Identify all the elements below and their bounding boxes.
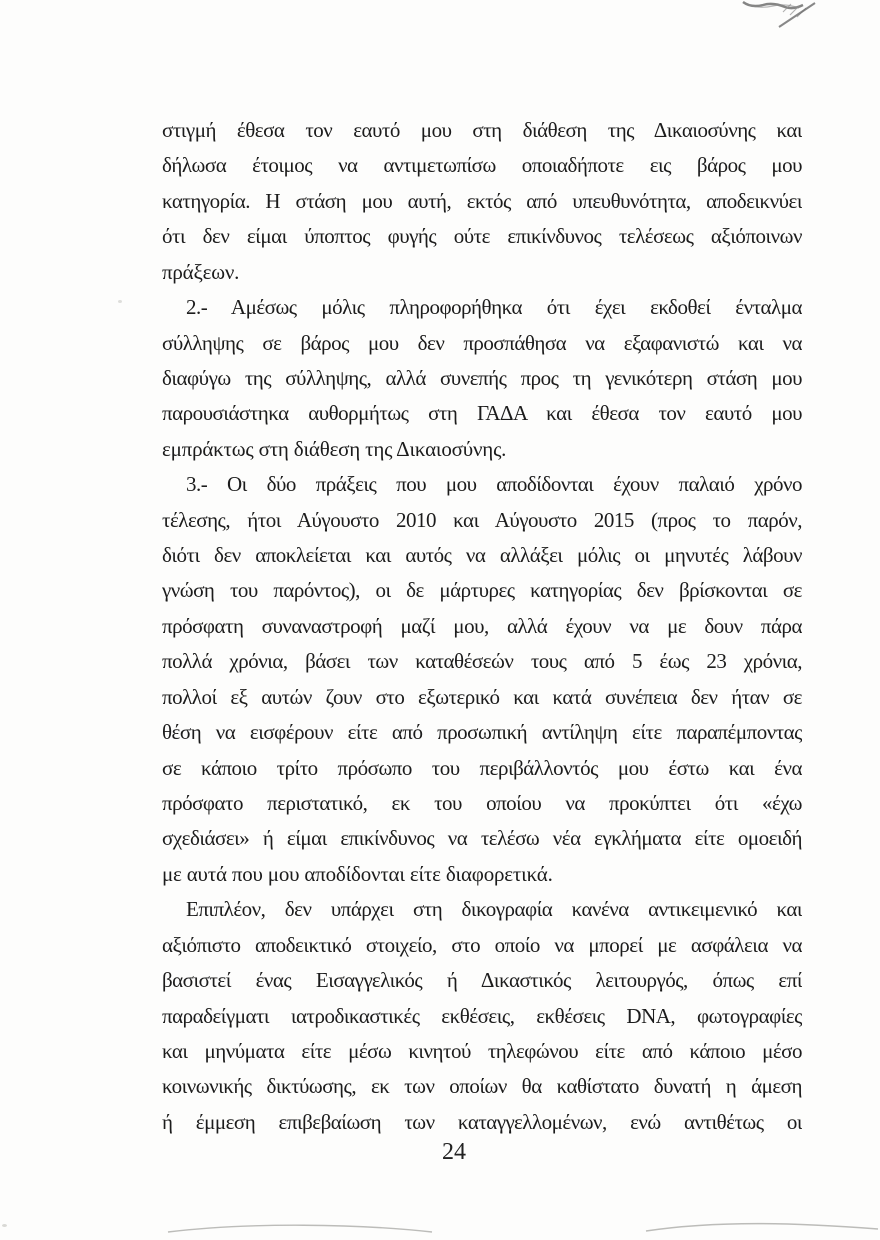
text-line: πολλά χρόνια, βάσει των καταθέσεών τους από 5 έως 23 χρόνια, [162,649,802,674]
text-line: ή έμμεση επιβεβαίωση των καταγγελλομένων, ενώ αντιθέτως οι [162,1109,802,1134]
text-line: σύλληψης σε βάρος μου δεν προσπάθησα να εξαφανιστώ και να [162,330,802,355]
text-line: εμπράκτως στη διάθεση της Δικαιοσύνης. [162,436,507,461]
text-line: τέλεσης, ήτοι Αύγουστο 2010 και Αύγουστο 2015 (προς το παρόν, [162,507,802,532]
handwritten-scribble-icon [735,0,835,30]
page-curl-shadow-icon [0,1198,880,1240]
text-line: βασιστεί ένας Εισαγγελικός ή Δικαστικός λειτουργός, όπως επί [162,968,802,993]
text-line: 3.- Οι δύο πράξεις που μου αποδίδονται έχουν παλαιό χρόνο [186,472,802,497]
text-line: σε κάποιο τρίτο πρόσωπο του περιβάλλοντός μου έστω και ένα [162,755,802,780]
text-line: 2.- Αμέσως μόλις πληροφορήθηκα ότι έχει εκδοθεί ένταλμα [186,295,802,320]
text-line: θέση να εισφέρουν είτε από προσωπική αντίληψη είτε παραπέμποντας [162,720,802,745]
text-line: παρουσιάστηκα αυθορμήτως στη ΓΑΔΑ και έθεσα τον εαυτό μου [162,401,802,426]
text-line: αξιόπιστο αποδεικτικό στοιχείο, στο οποίο να μπορεί με ασφάλεια να [162,932,802,957]
text-line: γνώση του παρόντος), οι δε μάρτυρες κατηγορίας δεν βρίσκονται σε [162,578,802,603]
text-line: σχεδιάσει» ή είμαι επικίνδυνος να τελέσω νέα εγκλήματα είτε ομοειδή [162,826,802,851]
text-line: δήλωσα έτοιμος να αντιμετωπίσω οποιαδήποτε εις βάρος μου [162,153,802,178]
text-line: στιγμή έθεσα τον εαυτό μου στη διάθεση της Δικαιοσύνης και [162,118,802,142]
text-line: διότι δεν αποκλείεται και αυτός να αλλάξει μόλις οι μηνυτές λάβουν [162,543,802,568]
text-line: ότι δεν είμαι ύποπτος φυγής ούτε επικίνδυνος τελέσεως αξιόποινων [162,224,802,249]
text-line: διαφύγω της σύλληψης, αλλά συνεπής προς τη γενικότερη στάση μου [162,365,802,390]
text-line: πρόσφατο περιστατικό, εκ του οποίου να προκύπτει ότι «έχω [162,791,802,816]
text-line: πολλοί εξ αυτών ζουν στο εξωτερικό και κατά συνέπεια δεν ήταν σε [162,684,802,709]
text-block [162,113,802,1140]
page-number: 24 [442,1139,466,1165]
text-line: κατηγορία. Η στάση μου αυτή, εκτός από υπευθυνότητα, αποδεικνύει [162,188,802,213]
text-line: πρόσφατη συναναστροφή μαζί μου, αλλά έχουν να με δουν πάρα [162,613,802,638]
scan-speck [118,300,122,303]
text-line: κοινωνικής δικτύωσης, εκ των οποίων θα καθίστατο δυνατή η άμεση [162,1074,802,1099]
text-line: και μηνύματα είτε μέσω κινητού τηλεφώνου είτε από κάποιο μέσο [162,1038,802,1063]
text-line: με αυτά που μου αποδίδονται είτε διαφορετικά. [162,861,553,886]
text-line: παραδείγματι ιατροδικαστικές εκθέσεις, εκθέσεις DNA, φωτογραφίες [162,1003,802,1028]
text-line: πράξεων. [162,259,240,284]
text-line: Επιπλέον, δεν υπάρχει στη δικογραφία κανένα αντικειμενικό και [186,897,802,922]
